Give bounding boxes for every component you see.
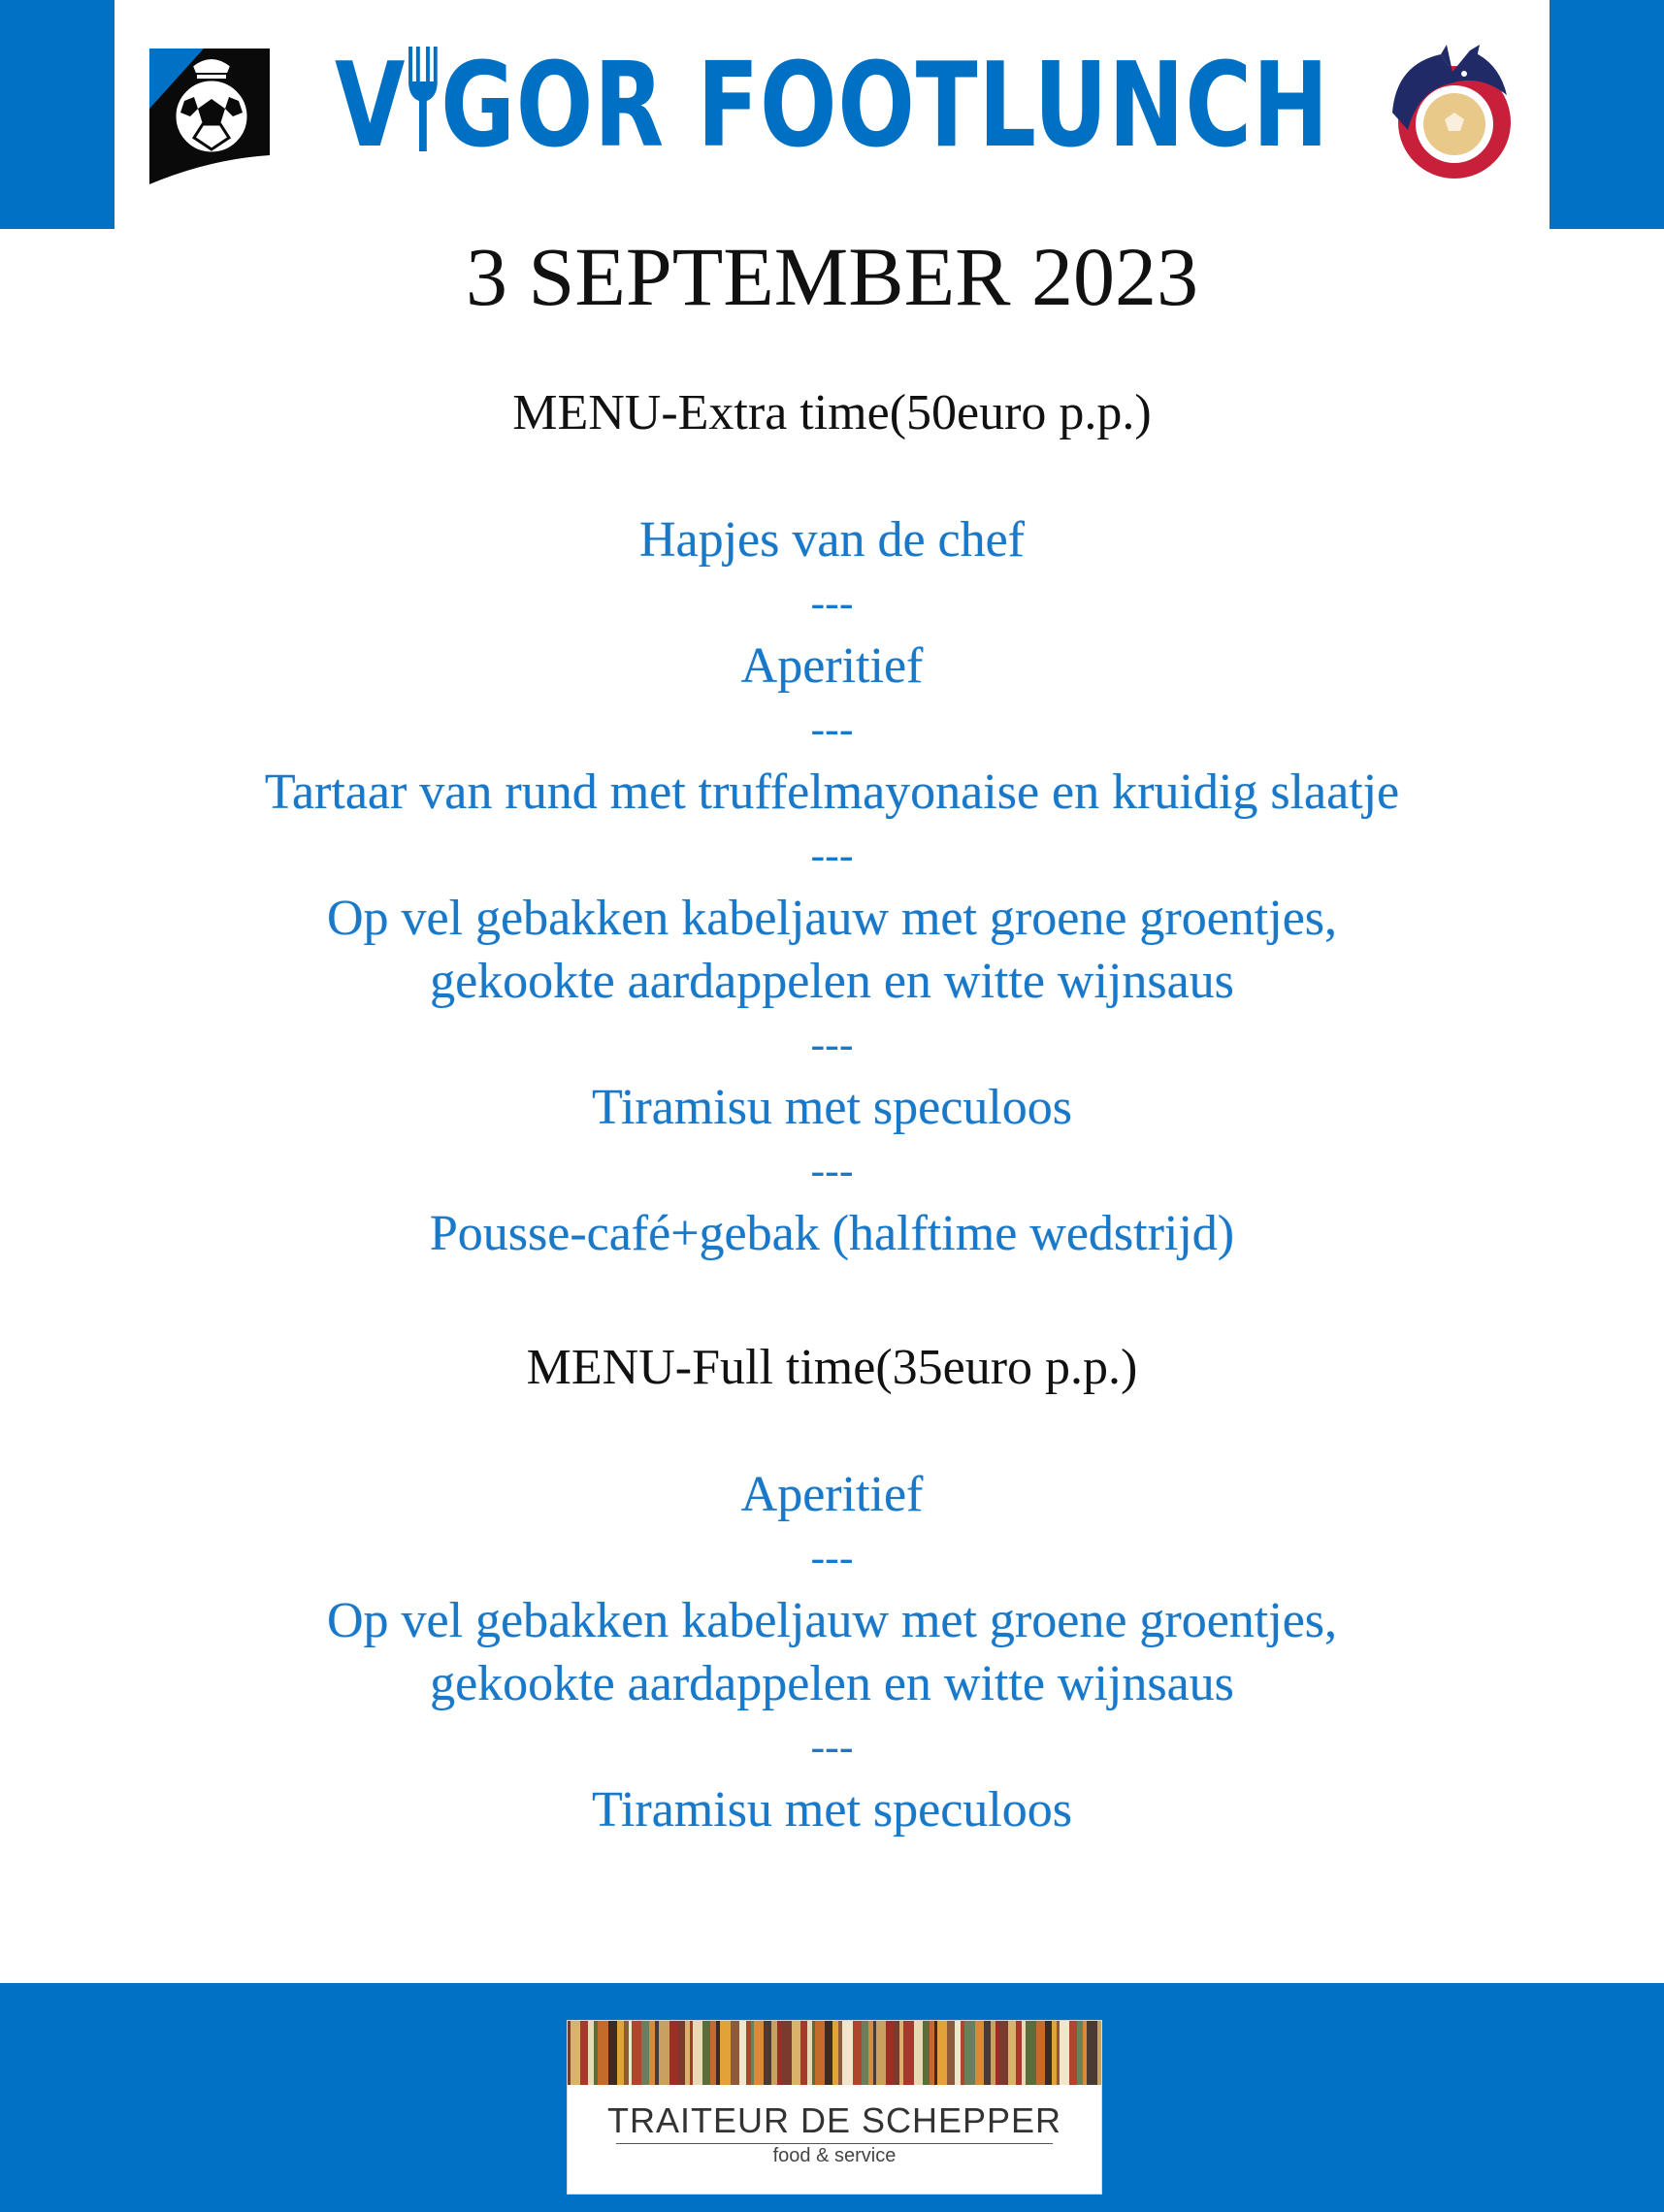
page-title xyxy=(183,39,1482,175)
course-separator: --- xyxy=(810,705,854,753)
title-suffix: GOR FOOTLUNCH xyxy=(440,39,1329,174)
footer-band xyxy=(0,1983,1664,2212)
traiteur-logo xyxy=(567,2020,1102,2195)
course-separator: --- xyxy=(810,579,854,627)
menu-area xyxy=(0,378,1664,1841)
footer-brand-name: TRAITEUR DE SCHEPPER xyxy=(606,2100,1062,2140)
course-item: Op vel gebakken kabeljauw met groene groentjes, xyxy=(326,891,1338,946)
course-item: Hapjes van de chef xyxy=(638,512,1026,568)
course-item: Tiramisu met speculoos xyxy=(592,1080,1072,1135)
blue-corner-left xyxy=(0,0,114,229)
course-item: Tiramisu met speculoos xyxy=(592,1782,1072,1838)
course-item: gekookte aardappelen en witte wijnsaus xyxy=(430,954,1234,1009)
blue-corner-right xyxy=(1550,0,1664,229)
course-separator: --- xyxy=(810,1021,854,1068)
course-item: Aperitief xyxy=(740,1467,924,1522)
footer-tagline: food & service xyxy=(772,2145,897,2166)
course-separator: --- xyxy=(810,1147,854,1194)
course-item: Tartaar van rund met truffelmayonaise en kruidig slaatje xyxy=(264,764,1400,820)
course-separator: --- xyxy=(810,1723,854,1771)
menu-heading-full-time: MENU-Full time(35euro p.p.) xyxy=(526,1340,1138,1395)
course-item: Aperitief xyxy=(740,638,924,694)
event-date: 3 SEPTEMBER 2023 xyxy=(466,230,1198,323)
menu-heading-extra-time: MENU-Extra time(50euro p.p.) xyxy=(512,385,1152,440)
colored-stripes-logo-icon xyxy=(568,2021,1101,2085)
fork-icon xyxy=(406,47,440,153)
title-prefix: V xyxy=(335,39,407,174)
course-item: Pousse-café+gebak (halftime wedstrijd) xyxy=(429,1206,1235,1261)
course-item: Op vel gebakken kabeljauw met groene groentjes, xyxy=(326,1593,1338,1648)
course-separator: --- xyxy=(810,831,854,879)
course-separator: --- xyxy=(810,1534,854,1581)
course-item: gekookte aardappelen en witte wijnsaus xyxy=(430,1656,1234,1711)
